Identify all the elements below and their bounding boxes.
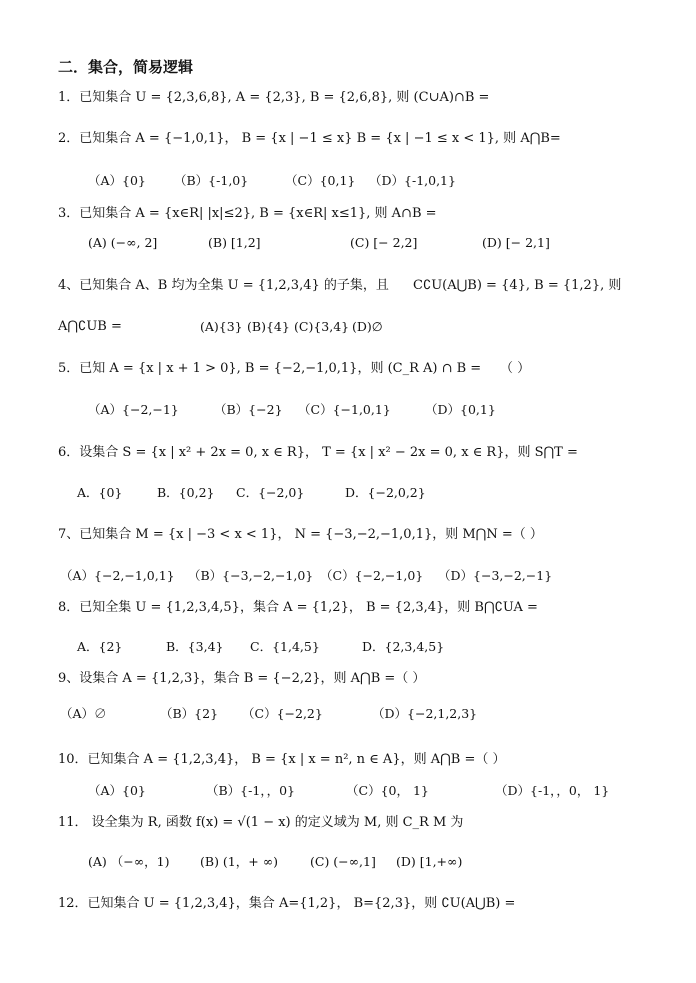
q11-option-c: (C) (−∞,1] bbox=[310, 854, 376, 869]
q2-option-d: （D）{-1,0,1} bbox=[369, 173, 456, 188]
q5-option-c: （C）{−1,0,1} bbox=[298, 402, 391, 417]
question-5: 5．已知 A = {x | x + 1 > 0}, B = {−2,−1,0,1}，则 (C_R A) ∩ B = bbox=[58, 361, 482, 376]
q5-option-b: （B）{−2} bbox=[214, 402, 283, 417]
q10-option-b: （B）{-1，，0} bbox=[206, 783, 295, 798]
q3-option-d: (D) [− 2,1] bbox=[482, 235, 550, 250]
q8-option-b: B．{3,4} bbox=[166, 639, 224, 654]
q4-condition: C∁U(A⋃B) = {4}, B = {1,2}, 则 bbox=[413, 278, 622, 293]
q6-option-b: B．{0,2} bbox=[157, 485, 215, 500]
q7-option-a: （A）{−2,−1,0,1} bbox=[60, 568, 175, 583]
q4-line-2: A⋂∁UB = bbox=[58, 319, 122, 334]
q10-option-a: （A）{0} bbox=[88, 783, 146, 798]
q11-option-a: (A) （−∞，1) bbox=[88, 854, 170, 869]
q2-option-c: （C）{0,1} bbox=[285, 173, 356, 188]
question-9: 9、设集合 A = {1,2,3}，集合 B = {−2,2}，则 A⋂B =（ ） bbox=[58, 671, 426, 686]
q3-option-a: (A) (−∞, 2] bbox=[88, 235, 158, 250]
q8-option-a: A．{2} bbox=[77, 639, 123, 654]
q6-option-a: A．{0} bbox=[77, 485, 123, 500]
q2-option-a: （A）{0} bbox=[88, 173, 146, 188]
question-1: 1．已知集合 U = {2,3,6,8}, A = {2,3}, B = {2,6,8}, 则 (C∪A)∩B = bbox=[58, 90, 490, 105]
q9-option-d: （D）{−2,1,2,3} bbox=[372, 706, 478, 721]
q9-option-c: （C）{−2,2} bbox=[242, 706, 323, 721]
q9-option-a: （A）∅ bbox=[60, 706, 107, 721]
q11-option-d: (D) [1,+∞) bbox=[396, 854, 463, 869]
q4-option-d: (D)∅ bbox=[352, 319, 383, 334]
question-12: 12．已知集合 U = {1,2,3,4}，集合 A={1,2}， B={2,3}，则 ∁U(A⋃B) = bbox=[58, 896, 516, 911]
q5-option-d: （D）{0,1} bbox=[425, 402, 496, 417]
q5-option-a: （A）{−2,−1} bbox=[88, 402, 179, 417]
question-4: 4、已知集合 A、B 均为全集 U = {1,2,3,4} 的子集，且 bbox=[58, 278, 389, 293]
q9-option-b: （B）{2} bbox=[160, 706, 219, 721]
q8-option-d: D．{2,3,4,5} bbox=[362, 639, 445, 654]
question-8: 8．已知全集 U = {1,2,3,4,5}，集合 A = {1,2}， B = {2,3,4}，则 B⋂∁UA = bbox=[58, 600, 538, 615]
question-3: 3．已知集合 A = {x∈R| |x|≤2}, B = {x∈R| x≤1}, 则 A∩B = bbox=[58, 206, 437, 221]
q6-option-c: C．{−2,0} bbox=[236, 485, 305, 500]
q2-option-b: （B）{-1,0} bbox=[174, 173, 249, 188]
q10-option-d: （D）{-1，，0， 1} bbox=[495, 783, 610, 798]
q7-option-b: （B）{−3,−2,−1,0} bbox=[188, 568, 314, 583]
q4-option-b: (B){4} bbox=[247, 319, 290, 334]
q10-option-c: （C）{0， 1} bbox=[346, 783, 429, 798]
q4-option-c: (C){3,4} bbox=[294, 319, 350, 334]
question-10: 10．已知集合 A = {1,2,3,4}， B = {x | x = n², n ∈ A}，则 A⋂B =（ ） bbox=[58, 752, 506, 767]
q7-option-d: （D）{−3,−2,−1} bbox=[438, 568, 553, 583]
question-2: 2．已知集合 A = {−1,0,1}， B = {x | −1 ≤ x} B = {x | −1 ≤ x < 1}, 则 A⋂B= bbox=[58, 131, 561, 146]
q5-answer-paren: （ ） bbox=[500, 361, 531, 376]
section-title: 二．集合，简易逻辑 bbox=[58, 58, 194, 76]
question-7: 7、已知集合 M = {x | −3 < x < 1}， N = {−3,−2,−1,0,1}，则 M⋂N =（ ） bbox=[58, 527, 543, 542]
q3-option-b: (B) [1,2] bbox=[208, 235, 261, 250]
q4-option-a: (A){3} bbox=[200, 319, 243, 334]
question-6: 6．设集合 S = {x | x² + 2x = 0, x ∈ R}， T = {x | x² − 2x = 0, x ∈ R}，则 S⋂T = bbox=[58, 445, 578, 460]
q11-option-b: (B) (1，+ ∞) bbox=[200, 854, 278, 869]
q7-option-c: （C）{−2,−1,0} bbox=[320, 568, 424, 583]
q3-option-c: (C) [− 2,2] bbox=[350, 235, 418, 250]
question-11: 11． 设全集为 R, 函数 f(x) = √(1 − x) 的定义域为 M, 则 C_R M 为 bbox=[58, 815, 464, 830]
q6-option-d: D．{−2,0,2} bbox=[345, 485, 426, 500]
q8-option-c: C．{1,4,5} bbox=[250, 639, 320, 654]
